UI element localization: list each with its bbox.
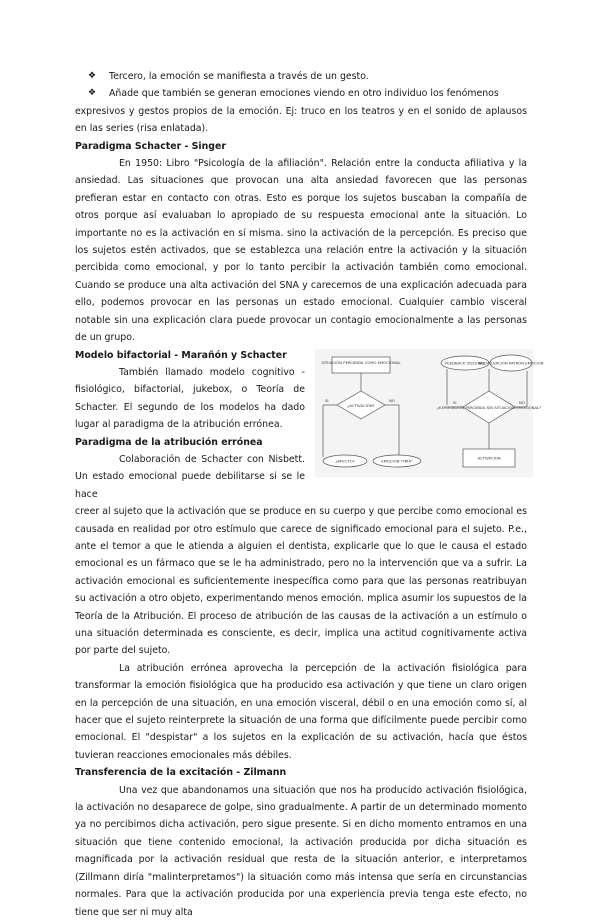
bullet-text: Añade que también se generan emociones viendo en otro individuo los fenómenos xyxy=(109,88,499,100)
flow-text: FEEDBACK VISCERAL xyxy=(445,360,485,365)
paragraph: Colaboración de Schacter con Nisbett. Un estado emocional puede debilitarse si se le hace xyxy=(75,453,305,500)
bullet-continuation: expresivos y gestos propios de la emoción. Ej: truco en los teatros y en el sonido de aplausos en las series (risa enlatada). xyxy=(75,105,527,135)
section-title: Transferencia de la excitación - Zilmann xyxy=(75,767,287,779)
section-title: Modelo bifactorial - Marañón y Schacter xyxy=(75,349,287,361)
section-title: Paradigma Schacter - Singer xyxy=(75,140,226,152)
flow-text: SITUACIÓN PERCIBIDA COMO EMOCIONAL xyxy=(321,359,401,365)
flow-text: ¿EXPLICACIÓN PERCIBIDA SIN SITUACIÓN EMOCIONAL? xyxy=(436,404,542,410)
flow-label-no: NO xyxy=(519,399,525,405)
flow-text: ¿ACTIVACIÓN? xyxy=(347,402,375,408)
section-title: Paradigma de la atribución errónea xyxy=(75,436,263,448)
paragraph: creer al sujeto que la activación que se produce en su cuerpo y que percibe como emocional es causada en realidad por otro estímulo que carece de significado emocional para el sujeto. P.e., ante el temor a que le atienda a alguien el dentista, explicarle que lo que le causa el estado emocional es un fármaco que se le ha administrado, pero no la intervención que va a sufrir. La activación emocional es suficientemente inespecífica como para que las personas reatribuyan su activación a otro objeto, experimentando menos emoción. mplica asumir los supuestos de la Teoría de la Atribución. El proceso de atribución de las causas de la activación a un estímulo o una situación determinada es consciente, es decir, implica una actitud cognitivamente activa por parte del sujeto. xyxy=(75,506,527,657)
bullet-text: Tercero, la emoción se manifiesta a través de un gesto. xyxy=(109,71,369,82)
diamond-bullet-icon: ❖ xyxy=(87,88,97,99)
flow-label-yes: SI xyxy=(325,397,329,403)
paragraph: En 1950: Libro "Psicología de la afiliación". Relación entre la conducta afiliativa y la ansiedad. Las situaciones que provocan una alta ansiedad favorecen que las personas prefieran estar en contacto con otras. Esto es porque los sujetos buscaban la compañía de otros porque así evaluaban lo apropiado de su respuesta emocional ante la situación. Lo importante no es la activación en sí misma. sino la activación de la percepción. Es preciso que los sujetos estén activados, que se establezca una relación entre la activación y la situación percibida como emocional, y por lo tanto percibir la activación también como emocional. Cuando se produce una alta activación del SNA y carecemos de una explicación adecuada para ello, podemos provocar en las personas un estado emocional. Cualquier cambio visceral notable sin una explicación clara puede provocar un contagio emocionalmente a las personas de un grupo. xyxy=(75,158,527,344)
flow-text: REEVALUACIÓN PATRÓN EMOCIÓN xyxy=(478,360,544,365)
paragraph: También llamado modelo cognitivo - fisiológico, bifactorial, jukebox, o Teoría de Schacter. El segundo de los modelos ha dado lugar al paradigma de la atribución errónea. xyxy=(75,366,305,431)
flow-label-no: NO xyxy=(389,397,395,403)
bullet-item xyxy=(75,68,527,85)
flowchart-svg xyxy=(315,349,544,477)
flow-text: ¿AFECTO? xyxy=(335,458,355,463)
flowchart-figure xyxy=(315,349,544,477)
diamond-bullet-icon: ❖ xyxy=(87,71,97,81)
flow-text: EMOCIÓN "FRÍA" xyxy=(381,458,413,463)
bullet-item xyxy=(75,85,527,102)
paragraph: La atribución errónea aprovecha la percepción de la activación fisiológica para transformar la emoción fisiológica que ha producido esa activación y que tiene un claro origen en la percepción de una situación, en una emoción visceral, débil o en una emoción como sí, al hacer que el sujeto reinterprete la situación de una forma que difícilmente puede percibir como emocional. El "despistar" a los sujetos en la explicación de su activación, hacía que éstos tuvieran reacciones emocionales más débiles. xyxy=(75,662,527,761)
document-page xyxy=(75,68,544,921)
flow-label-yes: SI xyxy=(453,399,457,405)
paragraph: Una vez que abandonamos una situación que nos ha producido activación fisiológica, la activación no desaparece de golpe, sino gradualmente. A partir de un determinado momento ya no percibimos dicha activación, pero sigue presente. Si en dicho momento entramos en una situación que tiene contenido emocional, la activación producida por dicha situación es magnificada por la activación residual que resta de la situación anterior, e interpretamos (Zillmann diría "malinterpretamos") la situación como más intensa que sería en circunstancias normales. Para que la activación producida por una experiencia previa tenga este efecto, no tiene que ser ni muy alta xyxy=(75,784,527,918)
figure-wrap xyxy=(75,347,544,504)
flow-text: ACTIVACIÓN xyxy=(477,455,501,460)
